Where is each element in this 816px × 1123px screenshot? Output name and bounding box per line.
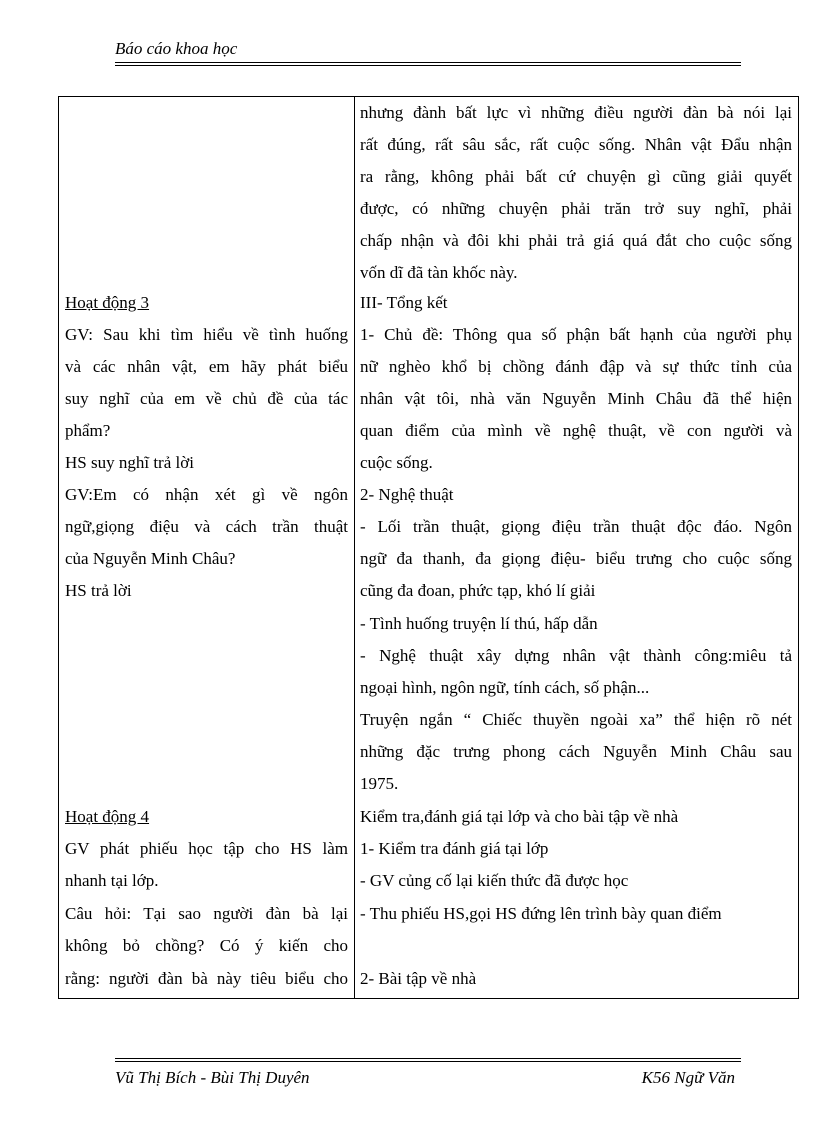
column-divider — [354, 97, 355, 998]
right-line: - Nghệ thuật xây dựng nhân vật thành công:miêu tả — [360, 646, 792, 665]
footer-authors: Vũ Thị Bích - Bùi Thị Duyên — [115, 1068, 310, 1087]
left-line: và các nhân vật, em hãy phát biểu — [65, 357, 348, 376]
left-line: HS trả lời — [65, 581, 132, 600]
footer-class-label: K56 Ngữ Văn — [641, 1068, 735, 1087]
right-line: nhân vật tôi, nhà văn Nguyễn Minh Châu đã thể hiện — [360, 389, 792, 408]
right-line: - Tình huống truyện lí thú, hấp dẫn — [360, 614, 598, 633]
right-line: quan điểm của mình về nghệ thuật, về con người và — [360, 421, 792, 440]
right-line: - Lối trần thuật, giọng điệu trần thuật độc đáo. Ngôn — [360, 517, 792, 536]
left-line: nhanh tại lớp. — [65, 871, 159, 890]
right-line: 1975. — [360, 774, 399, 793]
right-line: ngoại hình, ngôn ngữ, tính cách, số phận... — [360, 678, 650, 697]
left-line: của Nguyễn Minh Châu? — [65, 549, 236, 568]
left-line: phẩm? — [65, 421, 111, 440]
right-line: ngữ đa thanh, đa giọng điệu- biểu trưng cho cuộc sống — [360, 549, 792, 568]
left-line: suy nghĩ của em về chủ đề của tác — [65, 389, 348, 408]
activity-heading: Hoạt động 3 — [65, 293, 150, 312]
right-line: vốn dĩ đã tàn khốc này. — [360, 263, 518, 282]
right-line: cũng đa đoan, phức tạp, khó lí giải — [360, 581, 596, 600]
activity-heading: Hoạt động 4 — [65, 807, 150, 826]
lesson-table — [58, 96, 799, 999]
footer-rule-double — [115, 1061, 741, 1062]
right-line: - GV củng cố lại kiến thức đã được học — [360, 871, 629, 890]
section-heading: Kiểm tra,đánh giá tại lớp và cho bài tập về nhà — [360, 807, 679, 826]
footer-rule — [115, 1058, 741, 1059]
page-footer — [115, 1058, 741, 1098]
right-line: được, có những chuyện phải trăn trở suy nghĩ, phải — [360, 199, 792, 218]
header-rule — [115, 62, 741, 63]
header-rule-double — [115, 65, 741, 66]
right-line: - Thu phiếu HS,gọi HS đứng lên trình bày quan điểm — [360, 904, 722, 923]
right-line: 2- Bài tập về nhà — [360, 969, 477, 988]
page-header — [115, 38, 741, 66]
section-heading: III- Tổng kết — [360, 293, 448, 312]
left-line: ngữ,giọng điệu và cách trần thuật — [65, 517, 348, 536]
left-line: Câu hỏi: Tại sao người đàn bà lại — [65, 904, 348, 923]
left-line: rằng: người đàn bà này tiêu biểu cho — [65, 969, 348, 988]
right-line: rất đúng, rất sâu sắc, rất cuộc sống. Nhân vật Đẩu nhận — [360, 135, 792, 154]
left-line: HS suy nghĩ trả lời — [65, 453, 194, 472]
left-line: GV phát phiếu học tập cho HS làm — [65, 839, 348, 858]
left-line: GV: Sau khi tìm hiểu về tình huống — [65, 325, 348, 344]
section-heading: 2- Nghệ thuật — [360, 485, 454, 504]
right-line: nữ nghèo khổ bị chồng đánh đập và sự thức tỉnh của — [360, 357, 792, 376]
right-line: chấp nhận và đôi khi phải trả giá quá đắt cho cuộc sống — [360, 231, 792, 250]
right-line: cuộc sống. — [360, 453, 433, 472]
right-line: 1- Kiểm tra đánh giá tại lớp — [360, 839, 549, 858]
left-line: GV:Em có nhận xét gì về ngôn — [65, 485, 348, 504]
left-line: không bỏ chồng? Có ý kiến cho — [65, 936, 348, 955]
header-title: Báo cáo khoa học — [115, 39, 238, 58]
right-line: ra rằng, không phải bất cứ chuyện gì cũng giải quyết — [360, 167, 792, 186]
right-line: Truyện ngắn “ Chiếc thuyền ngoài xa” thể hiện rõ nét — [360, 710, 792, 729]
right-line: những đặc trưng phong cách Nguyễn Minh Châu sau — [360, 742, 792, 761]
right-line: nhưng đành bất lực vì những điều người đàn bà nói lại — [360, 103, 792, 122]
right-line: 1- Chủ đề: Thông qua số phận bất hạnh của người phụ — [360, 325, 792, 344]
